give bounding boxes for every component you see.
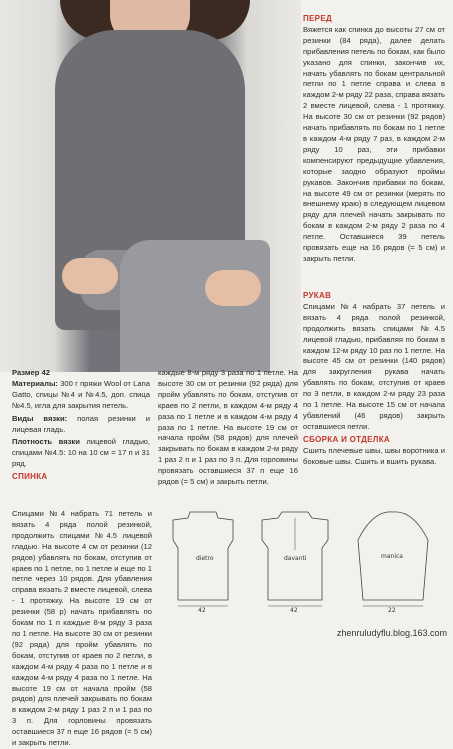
materials-label: Материалы: [12,378,58,388]
sleeve-title: РУКАВ [303,291,332,300]
watermark: zhenruludyflu.blog.163.com [336,628,447,638]
density-label: Плотность вязки [12,437,80,447]
back-continuation [158,368,298,493]
schema-back-width: 42 [198,607,206,614]
density-text: лицевой гладью, спицами №4.5: 10 на 10 см = 17 п и 31 ряд. [12,437,150,469]
front-section [303,14,445,265]
size-label: Размер [12,368,40,377]
stitches-text: полая резинки и лицевая гладь. [12,413,150,434]
schema-front [250,500,340,620]
schema-back [158,500,248,620]
stitches-label: Виды вязки: [12,413,68,423]
back-continuation-text: каждые 8-м ряду 3 раза по 1 петле. На высоте 30 см от резинки (92 ряда) для пройм убавлять по бокам, отступив от краев по 2 петли, в каждом 4-м ряду 4 раза по 1 петле и в каждом 4-м ряду 4 раза по 1 петле. На высоте 19 см от начала пройм (58 рядов) для плечей закрывать по бокам в каждом 2-м ряду 1 раз 2 п и 1 раз по 3 п. Для горловины провязать оставшиеся 37 п еще 16 рядов (= 5 см) и закрыть петли. [158,368,298,487]
model-photo [0,0,301,372]
materials-text: 300 г пряжи Wool от Lana Gatto, спицы №4 и №4.5, доп. спица №4.5, игла для закрытия петель. [12,378,150,410]
schema-sleeve-width: 22 [388,607,396,614]
schema-front-label: davanti [284,555,307,562]
schema-sleeve [343,500,443,620]
back-text-box [12,509,152,748]
sleeve-section [303,291,445,468]
assembly-title: СБОРКА И ОТДЕЛКА [303,434,390,444]
schema-sleeve-label: manica [381,553,403,560]
schema-front-width: 42 [290,607,298,614]
back-text: Спицами №4 набрать 71 петель и вязать 4 ряда полой резинкой, продолжить спицами №4.5 лицевой гладью. На высоте 4 см от резинки (12 рядов) убавлять по бокам, отступив от краев по 1 петле, по 1 петле и еще по 1 петле через 10 рядов. Для убавления справа вязать 2 вместе лицевой, слева - 1 протяжку. На высоте 19 см от резинки (58 р) начать прибавлять по бокам по 1 п каждые 8-м ряду 3 раза по 1 петле. На высоте 30 см от резинки (92 ряда) для пройм убавлять по бокам, отступив от краев по 2 петли, в каждом 4-м ряду 4 раза по 1 петле и в каждом 4-м ряду 4 раза по 1 петле. На высоте 19 см от начала пройм (58 рядов) для плечей закрывать по бокам в каждом 2-м ряду 1 раз 2 п и 1 раз по 3 п. Для горловины провязать оставшиеся 37 п еще 16 рядов (= 5 см) и закрыть петли. [12,509,152,748]
front-text: Вяжется как спинка до высоты 27 см от резинки (84 ряда), далее делать прибавления петель по бокам, как было указано для спинки, закончив их, начать убавлять по бокам центральной петли по 1 петле справа и слева в каждом 2-м ряду 22 раза, справа вязать 2 вместе лицевой, слева - 1 протяжку. На высоте 30 см от резинки (92 рядов) начать прибавлять по бокам по 1 петле в каждом 4-м ряду 7 раз, в каждом 2-м ряду 10 раз, эти прибавки компенсируют предыдущие убавления, которые заодно образуют проймы рукавов. Закончив прибавки по бокам, на высоте 49 см от резинки (мерять по внешнему краю) в следующем лицевом ряду для плечей начать закрывать по бокам в каждом 2-м ряду 2 раза по 4 петле. Оставшиеся 39 петель провязать еще на 16 рядов (= 5 см) и закрыть петли. [303,24,445,263]
sleeve-text: Спицами №4 набрать 37 петель и вязать 4 ряда полой резинкой, продолжить вязать спицами №4.5 лицевой гладью, прибавляя по бокам в каждом 12-м ряду 10 раз по 1 петле. На высоте 45 см от резинки (140 рядов) для закругления рукава начать убавлять по бокам, отступив от краев по 3 петли, в каждом 2-м ряду 23 раза по 1 петле. На высоте 15 см от начала убавлений (46 рядов) закрыть оставшиеся петли. [303,301,445,431]
info-section [12,368,150,483]
size-value: 42 [41,368,50,377]
front-title: ПЕРЕД [303,14,332,23]
schema-back-label: dietro [196,555,214,562]
assembly-text: Сшить плечевые швы, швы воротника и боковые швы. Сшить и вшить рукава. [303,445,445,466]
back-title: СПИНКА [12,472,48,482]
